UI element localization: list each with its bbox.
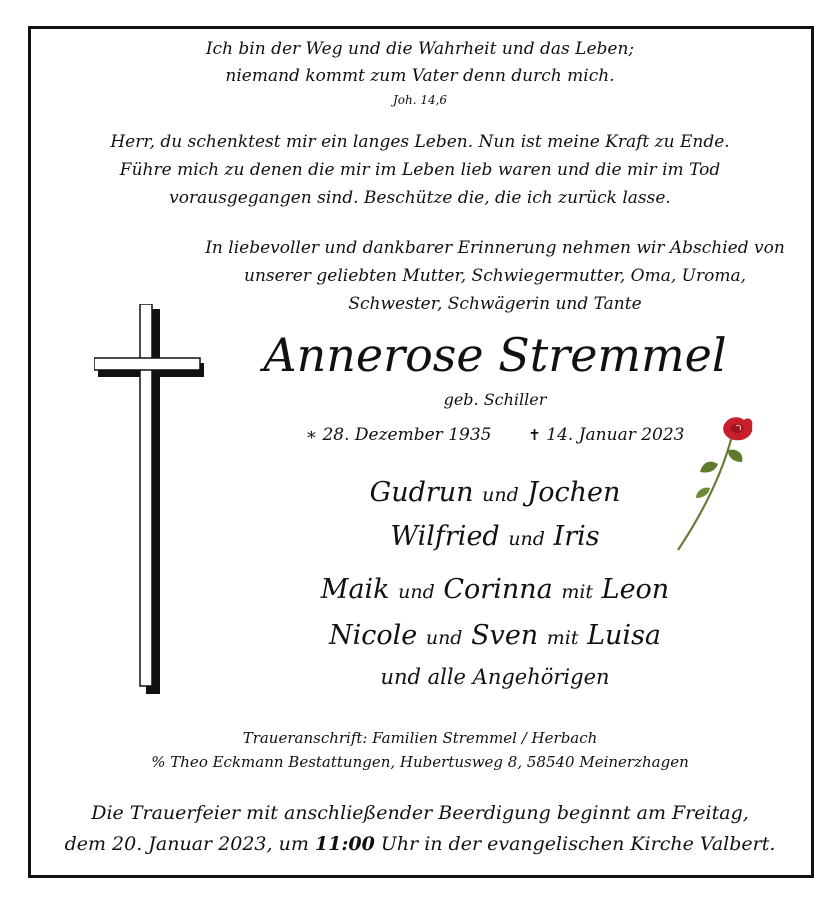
family-connector: mit <box>546 627 579 649</box>
bible-verse <box>0 36 840 110</box>
prayer-line-3: vorausgegangen sind. Beschütze die, die ich zurück lasse. <box>169 188 671 208</box>
deceased-name: Annerose Stremmel <box>263 328 727 382</box>
prayer-line-2: Führe mich zu denen die mir im Leben lieb waren und die mir im Tod <box>119 160 721 180</box>
family-member: Sven <box>471 620 539 651</box>
intro-line-1: In liebevoller und dankbarer Erinnerung nehmen wir Abschied von <box>205 238 785 258</box>
address-line-2: % Theo Eckmann Bestattungen, Hubertusweg 8, 58540 Meinerzhagen <box>151 753 689 771</box>
family-connector: mit <box>561 581 594 603</box>
family-member: Iris <box>553 521 600 552</box>
farewell-intro <box>150 234 840 318</box>
family-member: Maik <box>320 574 390 605</box>
birth-date: 28. Dezember 1935 <box>322 425 492 445</box>
family-row <box>150 614 840 660</box>
intro-line-3: Schwester, Schwägerin und Tante <box>348 294 642 314</box>
family-row <box>150 472 840 516</box>
mourning-address <box>0 726 840 774</box>
family-member: Leon <box>601 574 670 605</box>
service-line-1: Die Trauerfeier mit anschließender Beerdigung beginnt am Freitag, <box>91 802 749 824</box>
family-connector: und <box>508 528 545 550</box>
family-member: Nicole <box>328 620 418 651</box>
relatives-line: und alle Angehörigen <box>380 665 610 689</box>
family-member: Gudrun <box>369 477 474 508</box>
verse-line-2: niemand kommt zum Vater denn durch mich. <box>225 66 615 86</box>
intro-line-2: unserer geliebten Mutter, Schwiegermutter, Oma, Uroma, <box>244 266 746 286</box>
prayer-line-1: Herr, du schenktest mir ein langes Leben. Nun ist meine Kraft zu Ende. <box>110 132 730 152</box>
children-list <box>150 472 840 560</box>
birth-star-icon: ∗ <box>305 425 318 445</box>
maiden-name: geb. Schiller <box>443 390 547 409</box>
verse-line-1: Ich bin der Weg und die Wahrheit und das Leben; <box>205 39 635 59</box>
family-member: Corinna <box>443 574 553 605</box>
address-line-1: Traueranschrift: Familien Stremmel / Herbach <box>242 729 598 747</box>
service-line-2 <box>0 829 840 860</box>
family-member: Wilfried <box>390 521 500 552</box>
family-connector: und <box>482 484 519 506</box>
funeral-service-info <box>0 798 840 860</box>
family-row <box>150 516 840 560</box>
family-member: Jochen <box>527 477 621 508</box>
service-time: 11:00 <box>314 833 375 855</box>
family-member: Luisa <box>587 620 662 651</box>
family-row <box>150 568 840 614</box>
death-cross-icon: ✝ <box>528 426 541 444</box>
service-location-text: Uhr in der evangelischen Kirche Valbert. <box>374 833 776 855</box>
death-date: 14. Januar 2023 <box>546 425 685 445</box>
prayer-text <box>0 128 840 212</box>
family-connector: und <box>398 581 435 603</box>
grandchildren-list <box>150 568 840 660</box>
verse-reference: Joh. 14,6 <box>392 93 448 107</box>
family-connector: und <box>425 627 463 649</box>
service-date-text: dem 20. Januar 2023, um <box>64 833 315 855</box>
